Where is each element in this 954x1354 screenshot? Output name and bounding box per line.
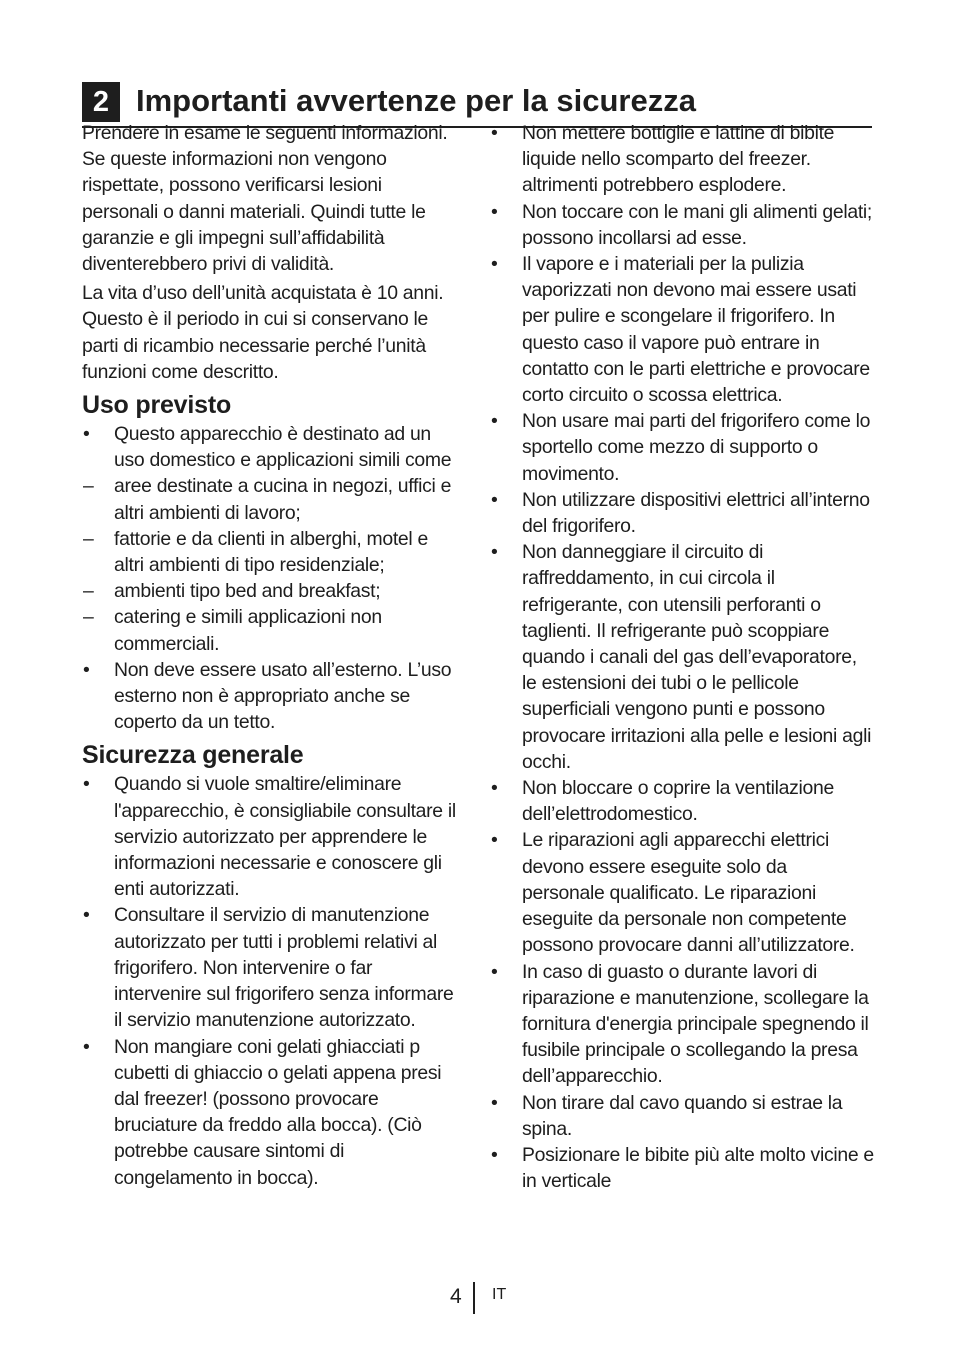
section-title: Importanti avvertenze per la sicurezza [136,83,696,118]
bullet-marker: • [491,200,498,223]
list-item-text: Quando si vuole smaltire/eliminare l'apparecchio, è consigliabile consultare il servizio autorizzato per apprendere le informazioni necessarie e conoscere gli enti autorizzati. [114,773,456,901]
section-number-badge: 2 [82,82,120,122]
list-item [490,539,874,775]
list-item [490,120,874,199]
bullet-marker: • [491,410,498,433]
list-item [490,199,874,251]
bullet-marker: • [491,122,498,144]
list-item-text: ambienti tipo bed and breakfast; [114,580,381,603]
list-item-text: Posizionare le bibite più alte molto vicine e in verticale [522,1143,874,1193]
list-item-text: Non tirare dal cavo quando si estrae la spina. [522,1091,843,1140]
heading-uso-previsto: Uso previsto [82,391,232,420]
list-item [490,408,874,487]
list-item-text: Questo apparecchio è destinato ad un uso domestico e applicazioni simili come [114,423,452,472]
bullet-marker: • [83,1035,90,1058]
dash-marker: – [83,527,94,550]
list-item-text: Il vapore e i materiali per la pulizia vaporizzati non devono mai essere usati per pulire e scongelare il frigorifero. In questo caso il vapore può entrare in contatto con le parti elettriche e provocare corto circuito o scossa elettrica. [522,253,870,407]
list-item-text: Le riparazioni agli apparecchi elettrici devono essere eseguite solo da personale qualificato. Le riparazioni eseguite da personale non competente possono provocare danni all’utilizzatore. [522,829,855,957]
left-column [82,120,462,1191]
list-item [490,959,874,1090]
sicurezza-generale-list [82,771,462,1190]
list-item-text: Non deve essere usato all’esterno. L’uso esterno non è appropriato anche se coperto da un tetto. [114,658,452,734]
list-item [82,657,462,736]
list-item [490,775,874,827]
list-item-text: aree destinate a cucina in negozi, uffici e altri ambienti di lavoro; [114,475,452,524]
bullet-marker: • [491,829,498,852]
language-code: IT [492,1286,507,1303]
list-item-text: Non toccare con le mani gli alimenti gelati; possono incollarsi ad esse. [522,200,873,249]
list-item-text: Consultare il servizio di manutenzione autorizzato per tutti i problemi relativi al frigorifero. Non intervenire o far intervenire sul frigorifero senza informare il servizio manutenzione autorizzato. [114,904,454,1032]
list-item-text: Non mangiare coni gelati ghiacciati p cubetti di ghiaccio o gelati appena presi dal freezer! (possono provocare bruciature da freddo alla bocca). (Ciò potrebbe causare sintomi di congelamento in bocca). [114,1035,442,1189]
list-item [82,771,462,902]
list-item [82,578,462,604]
list-item [490,251,874,408]
bullet-marker: • [491,1091,498,1114]
intro-paragraph: La vita d’uso dell’unità acquistata è 10 anni. Questo è il periodo in cui si conservano le parti di ricambio necessarie perché l’unità funzioni come descritto. [82,282,444,383]
footer-divider [473,1282,475,1314]
bullet-marker: • [83,423,90,446]
bullet-marker: • [491,488,498,511]
bullet-marker: • [491,253,498,276]
list-item-text: fattorie e da clienti in alberghi, motel e altri ambienti di tipo residenziale; [114,527,428,577]
list-item [490,487,874,539]
list-item [82,421,462,473]
bullet-marker: • [83,658,90,681]
list-item-text: catering e simili applicazioni non commerciali. [114,606,382,655]
right-column [490,120,874,1194]
list-item [82,902,462,1033]
bullet-marker: • [491,541,498,564]
list-item-text: Non danneggiare il circuito di raffreddamento, in cui circola il refrigerante, con utensili perforanti o taglienti. Il refrigerante può scoppiare quando i canali del gas dell’evaporatore, le estensioni dei tubi o le pellicole superficiali vengono punti e possono provocare irritazioni alla pelle e lesioni agli occhi. [522,541,872,773]
list-item-text: Non utilizzare dispositivi elettrici all’interno del frigorifero. [522,488,870,538]
safety-list [490,120,874,1194]
list-item-text: Non usare mai parti del frigorifero come lo sportello come mezzo di supporto o movimento. [522,410,871,485]
uso-previsto-list [82,421,462,735]
bullet-marker: • [491,777,498,800]
list-item-text: Non bloccare o coprire la ventilazione dell’elettrodomestico. [522,777,834,826]
heading-sicurezza-generale: Sicurezza generale [82,741,304,770]
page-footer [0,1282,954,1316]
list-item-text: Non mettere bottiglie e lattine di bibite liquide nello scomparto del freezer. altrimenti potrebbero esplodere. [522,122,835,197]
list-item [82,473,462,525]
dash-marker: – [83,475,94,498]
list-item [490,1090,874,1142]
list-item [82,526,462,578]
dash-marker: – [83,606,94,629]
bullet-marker: • [491,960,498,983]
list-item [490,1142,874,1194]
bullet-marker: • [83,904,90,927]
list-item [490,827,874,958]
list-item [82,1034,462,1191]
bullet-marker: • [491,1143,498,1166]
list-item-text: In caso di guasto o durante lavori di riparazione e manutenzione, scollegare la fornitura d'energia principale spegnendo il fusibile principale o scollegando la presa dell’apparecchio. [522,960,869,1088]
bullet-marker: • [83,773,90,796]
page-number: 4 [450,1285,462,1308]
intro-paragraph: Prendere in esame le seguenti informazioni. Se queste informazioni non vengono rispettate, possono verificarsi lesioni personali o danni materiali. Quindi tutte le garanzie e gli impegni sull’affidabilità diventerebbero privi di validità. [82,122,448,276]
dash-marker: – [83,580,94,603]
list-item [82,604,462,656]
